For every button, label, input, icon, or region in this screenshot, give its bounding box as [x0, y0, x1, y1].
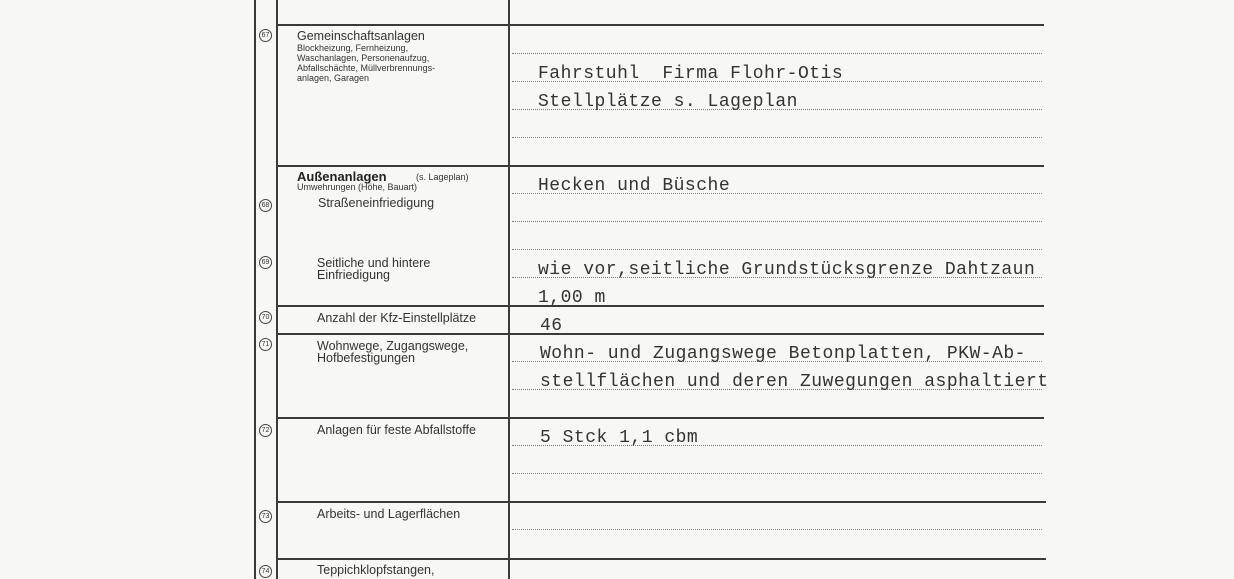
row-number-badge: 73: [259, 510, 272, 523]
row-number-badge: 74: [259, 565, 272, 578]
row-number-badge: 69: [259, 256, 272, 269]
section-rule: [276, 24, 1044, 26]
left-margin-line: [254, 0, 256, 579]
writing-line: [512, 137, 1042, 138]
writing-line: [512, 529, 1042, 530]
typed-entry: wie vor,seitliche Grundstücksgrenze Dahtzaun: [538, 260, 1036, 280]
label-column-right-line: [508, 0, 510, 579]
typed-entry: 46: [540, 316, 563, 336]
section-rule: [276, 305, 1044, 307]
typed-entry: 1,00 m: [538, 288, 606, 308]
typed-entry: Stellplätze s. Lageplan: [538, 92, 798, 112]
section-rule: [276, 501, 1046, 503]
typed-entry: Wohn- und Zugangswege Betonplatten, PKW-Ab-: [540, 344, 1026, 364]
section-note: (s. Lageplan): [416, 172, 469, 182]
section-rule: [276, 333, 1044, 335]
row-number-badge: 68: [259, 199, 272, 212]
typed-entry: Hecken und Büsche: [538, 176, 731, 196]
section-title: Außenanlagen: [297, 169, 387, 184]
writing-line: [512, 221, 1042, 222]
row-number-badge: 70: [259, 311, 272, 324]
row-subtitle: Blockheizung, Fernheizung, Waschanlagen, Personenaufzug, Abfallschächte, Müllverbrennungs- anlagen, Garagen: [297, 43, 436, 83]
row-label: Seitliche und hintere Einfriedigung: [317, 256, 431, 282]
row-label: Teppichklopfstangen,: [317, 563, 435, 577]
section-rule: [276, 558, 1046, 560]
row-number-badge: 67: [259, 29, 272, 42]
row-label: Arbeits- und Lagerflächen: [317, 507, 461, 521]
writing-line: [512, 53, 1042, 54]
typed-entry: stellflächen und deren Zuwegungen asphaltiert: [540, 372, 1049, 392]
typed-entry: Fahrstuhl Firma Flohr-Otis: [538, 64, 844, 84]
typed-entry: 5 Stck 1,1 cbm: [540, 428, 699, 448]
row-label: Anzahl der Kfz-Einstellplätze: [317, 311, 477, 325]
row-label: Wohnwege, Zugangswege, Hofbefestigungen: [317, 339, 469, 365]
row-title: Gemeinschaftsanlagen: [297, 29, 425, 43]
label-column-left-line: [276, 0, 278, 579]
row-label: Anlagen für feste Abfallstoffe: [317, 423, 476, 437]
row-label: Straßeneinfriedigung: [318, 196, 435, 210]
section-subtitle: Umwehrungen (Höhe, Bauart): [297, 182, 418, 192]
writing-line: [512, 249, 1042, 250]
writing-line: [512, 473, 1042, 474]
section-rule: [276, 417, 1044, 419]
section-rule: [276, 165, 1044, 167]
row-number-badge: 72: [259, 424, 272, 437]
row-number-badge: 71: [259, 338, 272, 351]
